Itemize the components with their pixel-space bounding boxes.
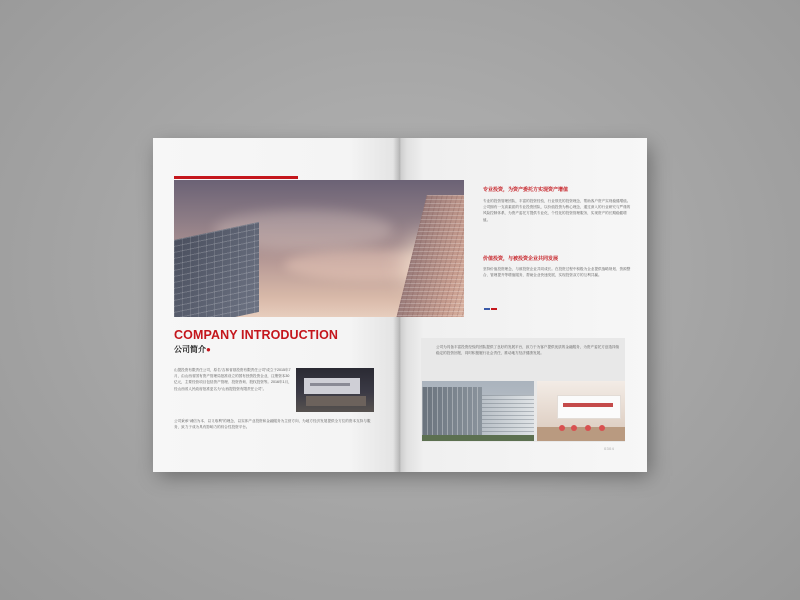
office-reception-photo (296, 368, 374, 412)
section-title-en: COMPANY INTRODUCTION (174, 328, 339, 342)
right-paragraph-3: 公司为具备丰富投资经验的团队提供了良好的发展平台，致力于为客户提供优质的金融服务，为资产委托方创造持续稳定的投资回报，同时积极履行社会责任，推动地方经济健康发展。 (436, 345, 620, 356)
hero-skyline-image (174, 180, 464, 317)
intro-paragraph-1: 山提投资有限责任公司，原名“吉林省基投资有限责任公司”成立于2015年7月，由山西省国有资产管理局批准设立的国有独资投资企业，注册资本30亿元，主要经营项目包括资产管理、投资咨询、股权投资等。2016年1月，经山西省人民政府批准更名为“山西提投资有限责任公司”。 (174, 368, 292, 391)
intro-paragraph-2: 公司秉承“诚信为本、以义取利”的理念，以实体产业投资和金融服务为主营方向，为地方经济发展提供全方位的资本支持与服务，致力于成为具有影响力的综合性投资平台。 (174, 419, 371, 430)
section-title-cn: 公司简介● (174, 345, 211, 354)
page-number: 0304 (604, 446, 615, 451)
lobby-photo (537, 381, 625, 441)
right-heading-1: 专业投资，为资产委托方实现资产增值 (483, 187, 569, 193)
right-paragraph-1: 专业的投资管理团队，丰富的投资经验，行业领先的投资理念，帮助客户资产实现稳健增值。公司拥有一支高素质的专业投资团队，以价值投资为核心理念，通过深入的行业研究与严谨的风险控制体系，为资产委托方提供专业化、个性化的投资管理服务，实现资产的长期稳健增值。 (483, 199, 631, 222)
red-marker (491, 308, 497, 310)
office-building-photo (422, 381, 534, 441)
accent-bar (174, 176, 298, 179)
right-heading-2: 价值投资，与被投资企业共同发展 (483, 256, 559, 262)
right-paragraph-2: 坚持价值投资理念，与被投资企业共同成长。在投资过程中积极为企业提供战略规划、资源整合、管理提升等增值服务，帮助企业快速发展，实现投资双方的互利共赢。 (483, 267, 631, 278)
title-dot-icon: ● (206, 345, 211, 354)
blue-marker (484, 308, 490, 310)
